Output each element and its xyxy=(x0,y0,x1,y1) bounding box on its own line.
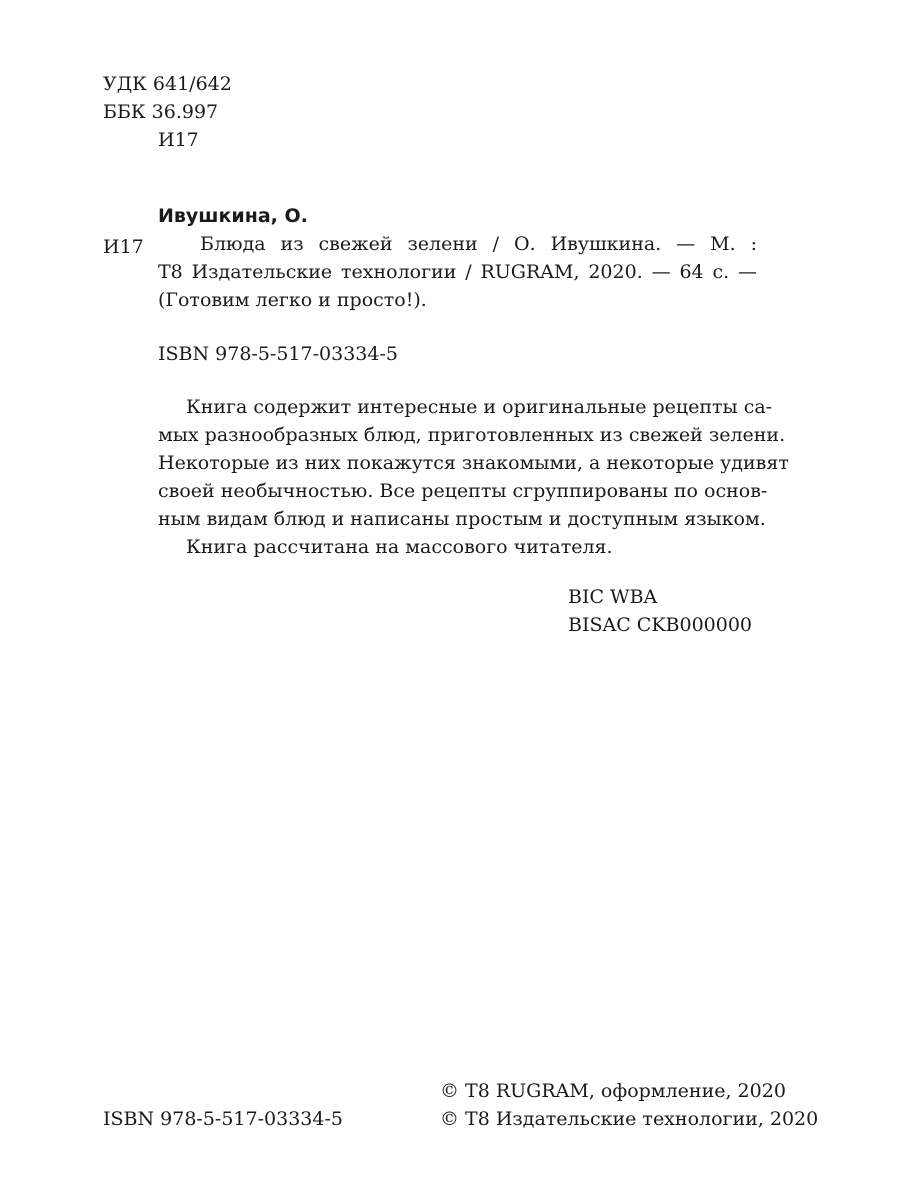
bic-code: BIC WBA xyxy=(568,586,658,608)
annotation-line-2: мых разнообразных блюд, приготовленных из свежей зелени. xyxy=(158,424,786,446)
description-line-3: (Готовим легко и просто!). xyxy=(158,289,427,311)
annotation-line-5: ным видам блюд и написаны простым и доступным языком. xyxy=(158,508,766,530)
annotation-line-3: Некоторые из них покажутся знакомыми, а некоторые удивят xyxy=(158,452,789,474)
udk-code: УДК 641/642 xyxy=(103,73,232,95)
annotation-line-4: своей необычностью. Все рецепты сгруппированы по основ- xyxy=(158,480,768,502)
annotation-paragraph-2: Книга рассчитана на массового читателя. xyxy=(186,536,613,558)
author-mark-top: И17 xyxy=(158,129,199,151)
description-line-1: Блюда из свежей зелени / О. Ивушкина. — М. : xyxy=(200,233,757,255)
author-heading: Ивушкина, О. xyxy=(158,205,308,227)
description-line-2: Т8 Издательские технологии / RUGRAM, 2020. — 64 с. — xyxy=(158,261,757,283)
isbn-record: ISBN 978-5-517-03334-5 xyxy=(158,343,398,365)
bisac-code: BISAC CKB000000 xyxy=(568,614,753,636)
author-mark-side: И17 xyxy=(103,236,144,258)
copyright-publisher: © Т8 Издательские технологии, 2020 xyxy=(440,1108,819,1130)
annotation-line-1: Книга содержит интересные и оригинальные рецепты са- xyxy=(186,396,773,418)
bbk-code: ББК 36.997 xyxy=(103,101,219,123)
copyright-design: © Т8 RUGRAM, оформление, 2020 xyxy=(440,1080,786,1102)
footer-isbn: ISBN 978-5-517-03334-5 xyxy=(103,1108,343,1130)
